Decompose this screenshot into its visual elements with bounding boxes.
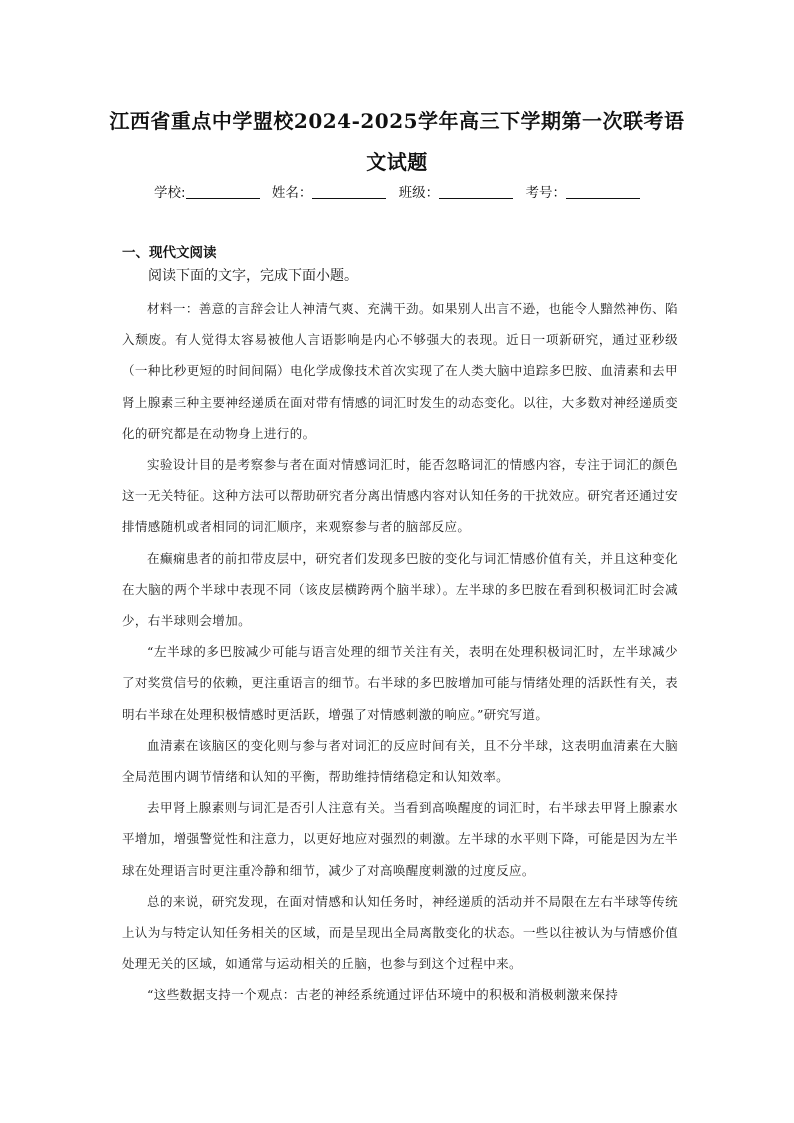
document-title-line2: 文试题 [366,150,428,174]
exam-number-label: 考号： [525,185,566,201]
school-blank [186,185,260,199]
name-label: 姓名： [271,185,313,201]
paragraph: 在癫痫患者的前扣带皮层中，研究者们发现多巴胺的变化与词汇情感价值有关，并且这种变化在大脑的两个半球中表现不同（该皮层横跨两个脑半球）。左半球的多巴胺在看到积极词汇时会减少，右半球则会增加。 [122,550,678,629]
paragraph: “这些数据支持一个观点：古老的神经系统通过评估环境中的积极和消极刺激来保持 [147,987,619,1003]
document-title-line1: 江西省重点中学盟校2024-2025学年高三下学期第一次联考语 [109,109,685,133]
paragraph: 材料一：善意的言辞会让人神清气爽、充满干劲。如果别人出言不逊，也能令人黯然神伤、陷入颓废。有人觉得太容易被他人言语影响是内心不够强大的表现。近日一项新研究，通过亚秒级（一种比秒更短的时间间隔）电化学成像技术首次实现了在人类大脑中追踪多巴胺、血清素和去甲肾上腺素三种主要神经递质在面对带有情感的词汇时发生的动态变化。以往，大多数对神经递质变化的研究都是在动物身上进行的。 [122,301,678,441]
class-label: 班级： [398,185,440,201]
student-info-fields [0,181,794,201]
section-heading: 一、现代文阅读 [122,245,217,261]
class-blank [439,185,513,199]
reading-instruction: 阅读下面的文字，完成下面小题。 [148,268,358,284]
paragraph: “左半球的多巴胺减少可能与语言处理的细节关注有关，表明在处理积极词汇时，左半球减少了对奖赏信号的依赖，更注重语言的细节。右半球的多巴胺增加可能与情绪处理的活跃性有关，表明右半球在处理积极情感时更活跃，增强了对情感刺激的响应。”研究写道。 [122,644,678,722]
paragraph: 总的来说，研究发现，在面对情感和认知任务时，神经递质的活动并不局限在左右半球等传统上认为与特定认知任务相关的区域，而是呈现出全局离散变化的状态。一些以往被认为与情感价值处理无关的区域，如通常与运动相关的丘脑，也参与到这个过程中来。 [122,893,678,972]
paragraph: 实验设计目的是考察参与者在面对情感词汇时，能否忽略词汇的情感内容，专注于词汇的颜色这一无关特征。这种方法可以帮助研究者分离出情感内容对认知任务的干扰效应。研究者还通过安排情感随机或者相同的词汇顺序，来观察参与者的脑部反应。 [122,457,678,535]
exam-number-blank [566,185,640,199]
name-blank [312,185,386,199]
paragraph: 去甲肾上腺素则与词汇是否引人注意有关。当看到高唤醒度的词汇时，右半球去甲肾上腺素水平增加，增强警觉性和注意力，以更好地应对强烈的刺激。左半球的水平则下降，可能是因为左半球在处理语言时更注重冷静和细节，减少了对高唤醒度刺激的过度反应。 [122,800,678,878]
school-label: 学校: [154,185,186,201]
article-body [122,293,678,1011]
paragraph: 血清素在该脑区的变化则与参与者对词汇的反应时间有关，且不分半球，这表明血清素在大脑全局范围内调节情绪和认知的平衡，帮助维持情绪稳定和认知效率。 [122,737,678,785]
